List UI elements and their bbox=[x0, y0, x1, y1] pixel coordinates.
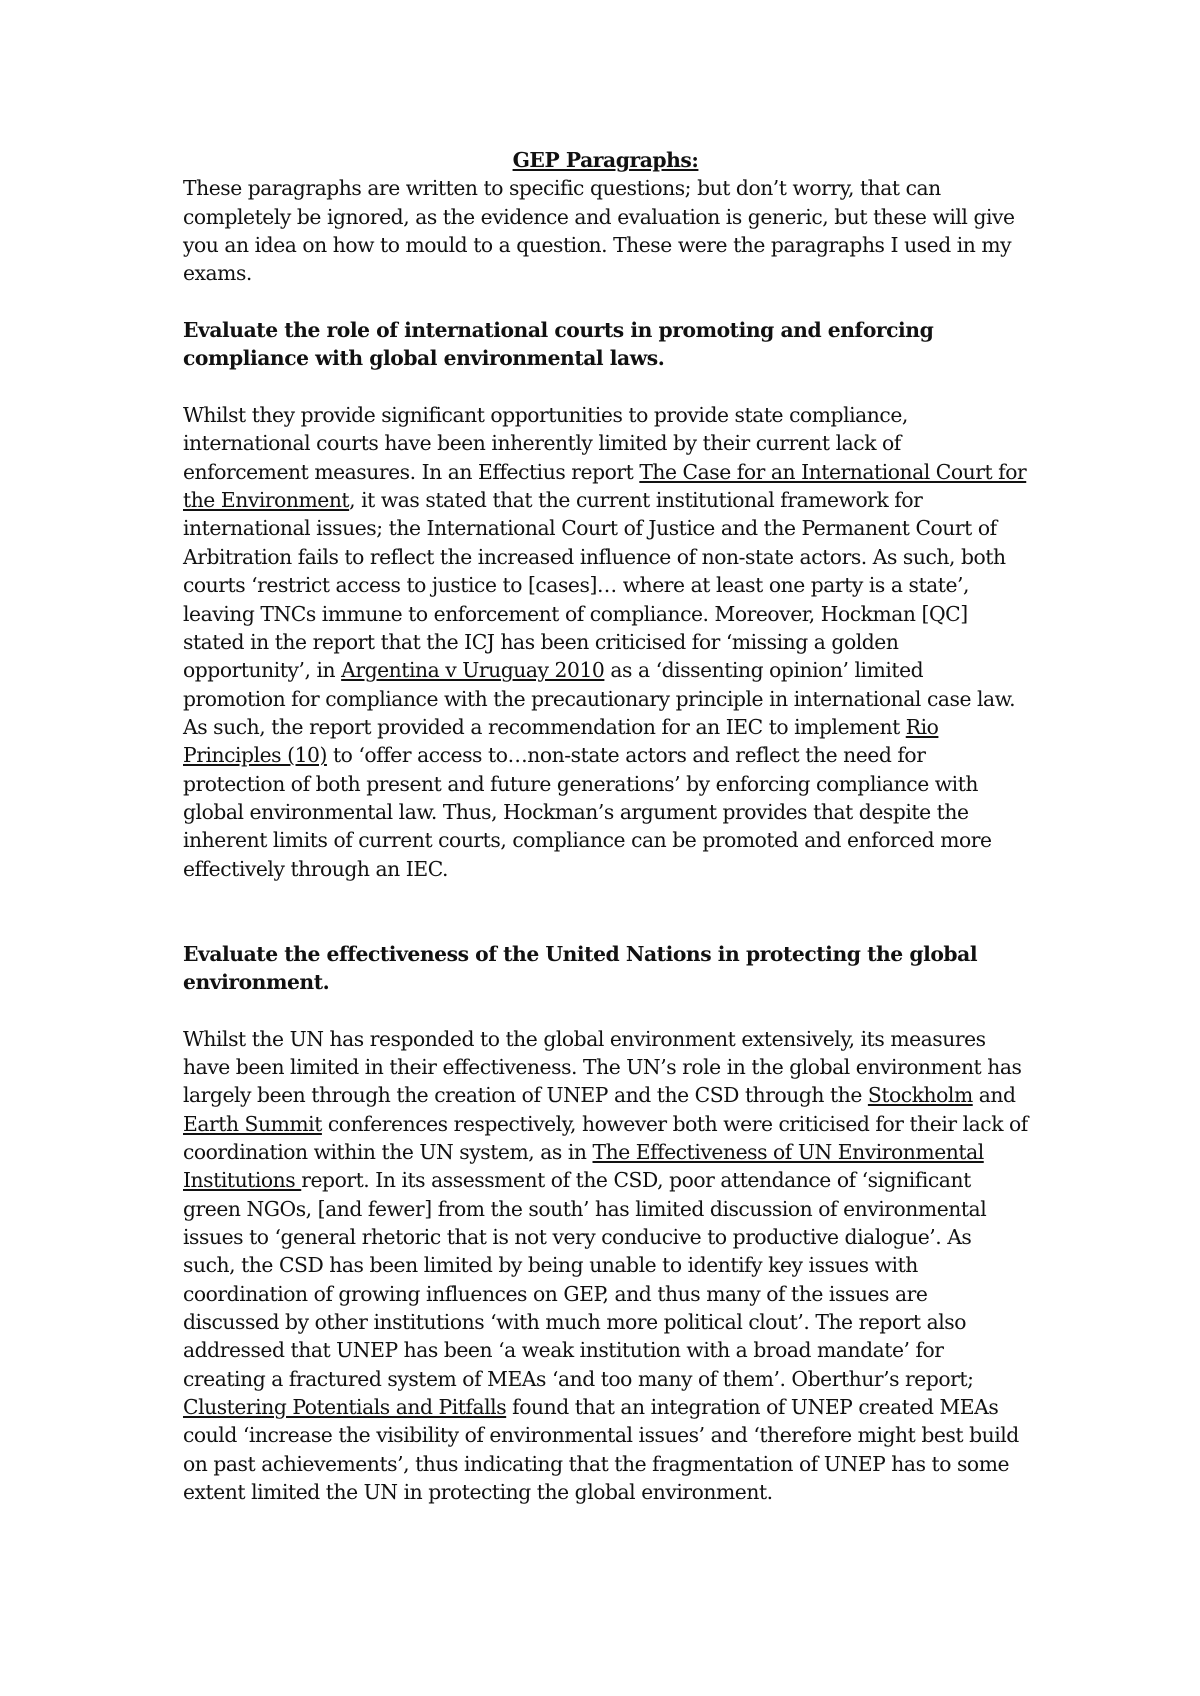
report-title-reference: The Effectiveness of UN Environmental Institutions bbox=[183, 1140, 984, 1193]
text-run: as a ‘dissenting opinion’ limited promotion for compliance with the precautionary principle in international case law. As such, the report provided a recommendation for an IEC to implement bbox=[183, 658, 1016, 739]
text-run: , it was stated that the current institutional framework for international issues; the International Court of Justice and the Permanent Court of Arbitration fails to reflect the increased influence of non-state actors. As such, both courts ‘restrict access to justice to [cases]… where at least one party is a state’, leaving TNCs immune to enforcement of compliance. Moreover, Hockman [QC] stated in the report that the ICJ has been criticised for ‘missing a golden opportunity’, in bbox=[183, 488, 1006, 683]
text-run: and bbox=[972, 1083, 1016, 1108]
text-run: conferences respectively, however both were criticised for their lack of coordination within the UN system, as in bbox=[183, 1111, 1028, 1165]
case-reference: Argentina v Uruguay 2010 bbox=[341, 658, 605, 683]
question-heading-1: Evaluate the role of international courts in promoting and enforcing compliance with global environmental laws. bbox=[183, 318, 934, 371]
answer-paragraph-1 bbox=[183, 401, 1028, 883]
document-body bbox=[183, 146, 1028, 1507]
conference-reference-stockholm: Stockholm bbox=[867, 1083, 973, 1108]
text-run: Whilst the UN has responded to the global environment extensively, its measures have been limited in their effectiveness. The UN’s role in the global environment has largely been through the creation of UNEP and the CSD through the bbox=[183, 1026, 1022, 1108]
spacer bbox=[183, 373, 1028, 401]
spacer bbox=[183, 883, 1028, 940]
principles-reference: Rio Principles (10) bbox=[183, 714, 939, 768]
question-heading-2: Evaluate the effectiveness of the United Nations in protecting the global environment. bbox=[183, 941, 978, 994]
conference-reference-earth-summit: Earth Summit bbox=[183, 1111, 322, 1136]
spacer bbox=[183, 996, 1028, 1024]
answer-paragraph-2 bbox=[183, 1025, 1028, 1507]
report-title-reference: Clustering Potentials and Pitfalls bbox=[183, 1395, 507, 1420]
text-run: Whilst they provide significant opportunities to provide state compliance, international courts have been inherently limited by their current lack of enforcement measures. In an Effectius report bbox=[183, 403, 908, 484]
text-run: report. In its assessment of the CSD, poor attendance of ‘significant green NGOs, [and fewer] from the south’ has limited discussion of environmental issues to ‘general rhetoric that is not very conducive to productive dialogue’. As such, the CSD has been limited by being unable to identify key issues with coordination of growing influences on GEP, and thus many of the issues are discussed by other institutions ‘with much more political clout’. The report also addressed that UNEP has been ‘a weak institution with a broad mandate’ for creating a fractured system of MEAs ‘and too many of them’. Oberthur’s report; bbox=[183, 1168, 987, 1391]
text-run: to ‘offer access to…non-state actors and reflect the need for protection of both present and future generations’ by enforcing compliance with global environmental law. Thus, Hockman’s argument provides that despite the inherent limits of current courts, compliance can be promoted and enforced more effectively through an IEC. bbox=[183, 743, 992, 881]
intro-paragraph: These paragraphs are written to specific questions; but don’t worry, that can completely be ignored, as the evidence and evaluation is generic, but these will give you an idea on how to mould to a question. These were the paragraphs I used in my exams. bbox=[183, 176, 1015, 286]
page-title: GEP Paragraphs: bbox=[512, 148, 699, 172]
report-title-reference: The Case for an International Court for the Environment bbox=[183, 459, 1027, 513]
text-run: found that an integration of UNEP created MEAs could ‘increase the visibility of environmental issues’ and ‘therefore might best build on past achievements’, thus indicating that the fragmentation of UNEP has to some extent limited the UN in protecting the global environment. bbox=[183, 1395, 1019, 1505]
spacer bbox=[183, 288, 1028, 316]
